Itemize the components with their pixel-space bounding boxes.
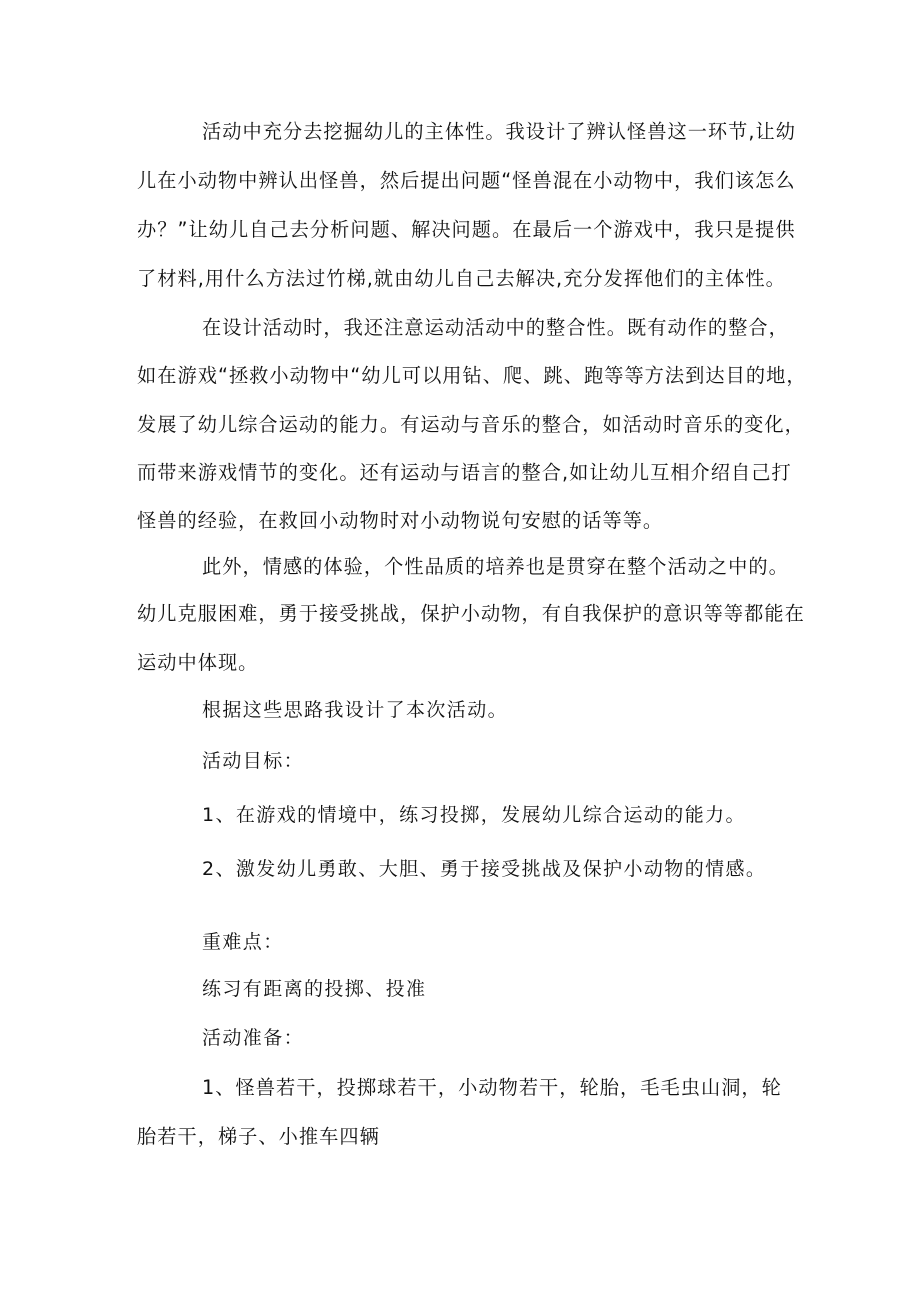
paragraph-3-line-1: 此外，情感的体验，个性品质的培养也是贯穿在整个活动之中的。 [202,555,789,578]
design-summary-line: 根据这些思路我设计了本次活动。 [202,699,509,721]
paragraph-3-line-2: 幼儿克服困难，勇于接受挑战，保护小动物，有自我保护的意识等等都能在 [137,602,805,625]
objective-item-1: 1、在游戏的情境中，练习投掷，发展幼儿综合运动的能力。 [202,804,746,826]
paragraph-2-line-2: 如在游戏“拯救小动物中“幼儿可以用钻、爬、跳、跑等等方法到达目的地， [137,364,807,387]
paragraph-1-line-2: 儿在小动物中辨认出怪兽，然后提出问题“怪兽混在小动物中，我们该怎么 [137,169,796,192]
objective-item-2: 2、激发幼儿勇敢、大胆、勇于接受挑战及保护小动物的情感。 [202,858,767,880]
paragraph-2-line-4: 而带来游戏情节的变化。还有运动与语言的整合,如让幼儿互相介绍自己打 [137,461,792,484]
key-points-heading: 重难点： [202,931,284,953]
key-points-content: 练习有距离的投掷、投准 [202,978,427,1000]
paragraph-2-line-3: 发展了幼儿综合运动的能力。有运动与音乐的整合，如活动时音乐的变化， [137,413,805,436]
objectives-heading: 活动目标： [202,750,305,772]
paragraph-3-line-3: 运动中体现。 [137,651,259,674]
paragraph-1-line-1: 活动中充分去挖掘幼儿的主体性。我设计了辨认怪兽这一环节,让幼 [202,120,797,143]
paragraph-1-line-3: 办？”让幼儿自己去分析问题、解决问题。在最后一个游戏中，我只是提供 [137,218,796,241]
paragraph-2-line-1: 在设计活动时，我还注意运动活动中的整合性。既有动作的整合， [202,316,789,339]
paragraph-1-line-4: 了材料,用什么方法过竹梯,就由幼儿自己去解决,充分发挥他们的主体性。 [137,267,786,290]
preparation-item-1-line-1: 1、怪兽若干，投掷球若干，小动物若干，轮胎，毛毛虫山洞，轮 [202,1076,782,1099]
preparation-heading: 活动准备： [202,1027,305,1049]
preparation-item-1-line-2: 胎若干，梯子、小推车四辆 [137,1125,380,1148]
paragraph-2-line-5: 怪兽的经验，在救回小动物时对小动物说句安慰的话等等。 [137,509,664,532]
